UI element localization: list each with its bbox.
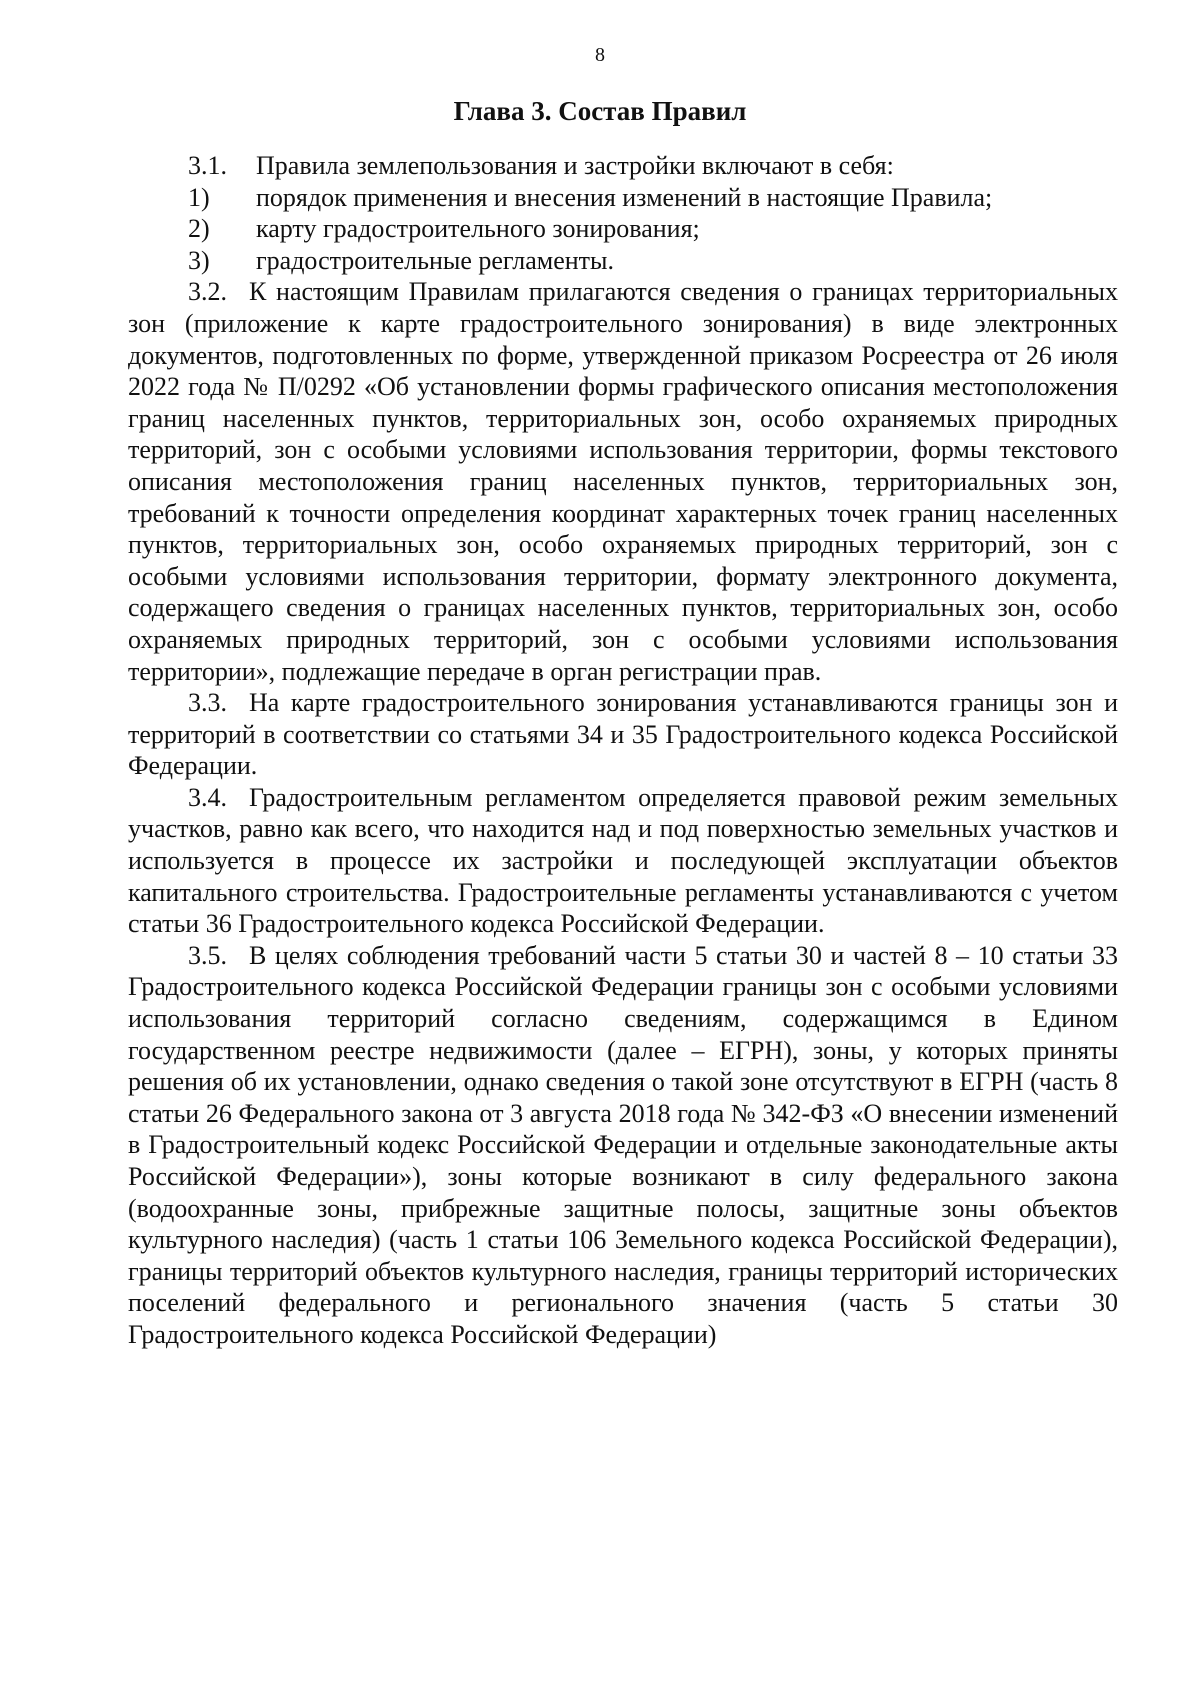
paragraph-number: 3.4.: [188, 782, 227, 812]
list-item: [128, 245, 1118, 277]
item-number: 3): [188, 245, 210, 275]
paragraph-number: 3.5.: [188, 940, 227, 970]
paragraph-3-2: [128, 276, 1118, 687]
paragraph-3-3: [128, 687, 1118, 782]
item-number: 2): [188, 214, 210, 244]
item-number: 3.1.: [188, 151, 227, 180]
item-text: градостроительные регламенты.: [256, 245, 615, 275]
paragraph-3-4: [128, 782, 1118, 940]
item-number: 1): [188, 182, 210, 212]
paragraph-number: 3.2.: [188, 277, 227, 307]
chapter-title: Глава 3. Состав Правил: [453, 96, 747, 126]
page-number: 8: [595, 44, 605, 66]
paragraph-text: К настоящим Правилам прилагаются сведения о границах территориальных зон (приложение к карте градостроительного зонирования) в виде электронных документов, подготовленных по форме, утвержденной приказом Росреестра от 26 июля 2022 года № П/0292 «Об установлении формы графического описания местоположения границ населенных пунктов, территориальных зон, особо охраняемых природных территорий, зон с особыми условиями использования территории, формы текстового описания местоположения границ населенных пунктов, территориальных зон, требований к точности определения координат характерных точек границ населенных пунктов, территориальных зон, особо охраняемых природных территорий, зон с особыми условиями использования территории, формату электронного документа, содержащего сведения о границах населенных пунктов, территориальных зон, особо охраняемых природных территорий, зон с особыми условиями использования территории», подлежащие передаче в орган регистрации прав.: [128, 277, 1118, 686]
list-item: [128, 150, 1118, 182]
document-body: [128, 150, 1118, 1351]
paragraph-3-5: [128, 940, 1118, 1351]
paragraph-text: В целях соблюдения требований части 5 статьи 30 и частей 8 – 10 статьи 33 Градостроительного кодекса Российской Федерации границы зон с особыми условиями использования территорий согласно сведениям, содержащимся в Едином государственном реестре недвижимости (далее – ЕГРН), зоны, у которых приняты решения об их установлении, однако сведения о такой зоне отсутствуют в ЕГРН (часть 8 статьи 26 Федерального закона от 3 августа 2018 года № 342-ФЗ «О внесении изменений в Градостроительный кодекс Российской Федерации и отдельные законодательные акты Российской Федерации»), зоны которые возникают в силу федерального закона (водоохранные зоны, прибрежные защитные полосы, защитные зоны объектов культурного наследия) (часть 1 статьи 106 Земельного кодекса Российской Федерации), границы территорий объектов культурного наследия, границы территорий исторических поселений федерального и регионального значения (часть 5 статьи 30 Градостроительного кодекса Российской Федерации): [128, 940, 1118, 1349]
paragraph-text: Градостроительным регламентом определяется правовой режим земельных участков, равно как всего, что находится над и под поверхностью земельных участков и используется в процессе их застройки и последующей эксплуатации объектов капитального строительства. Градостроительные регламенты устанавливаются с учетом статьи 36 Градостроительного кодекса Российской Федерации.: [128, 782, 1118, 939]
list-item: [128, 213, 1118, 245]
item-text: Правила землепользования и застройки включают в себя:: [256, 151, 894, 180]
item-text: карту градостроительного зонирования;: [256, 214, 700, 244]
list-item: [128, 182, 1118, 214]
paragraph-text: На карте градостроительного зонирования устанавливаются границы зон и территорий в соответствии со статьями 34 и 35 Градостроительного кодекса Российской Федерации.: [128, 688, 1118, 781]
paragraph-number: 3.3.: [188, 688, 227, 718]
item-text: порядок применения и внесения изменений в настоящие Правила;: [256, 182, 993, 212]
